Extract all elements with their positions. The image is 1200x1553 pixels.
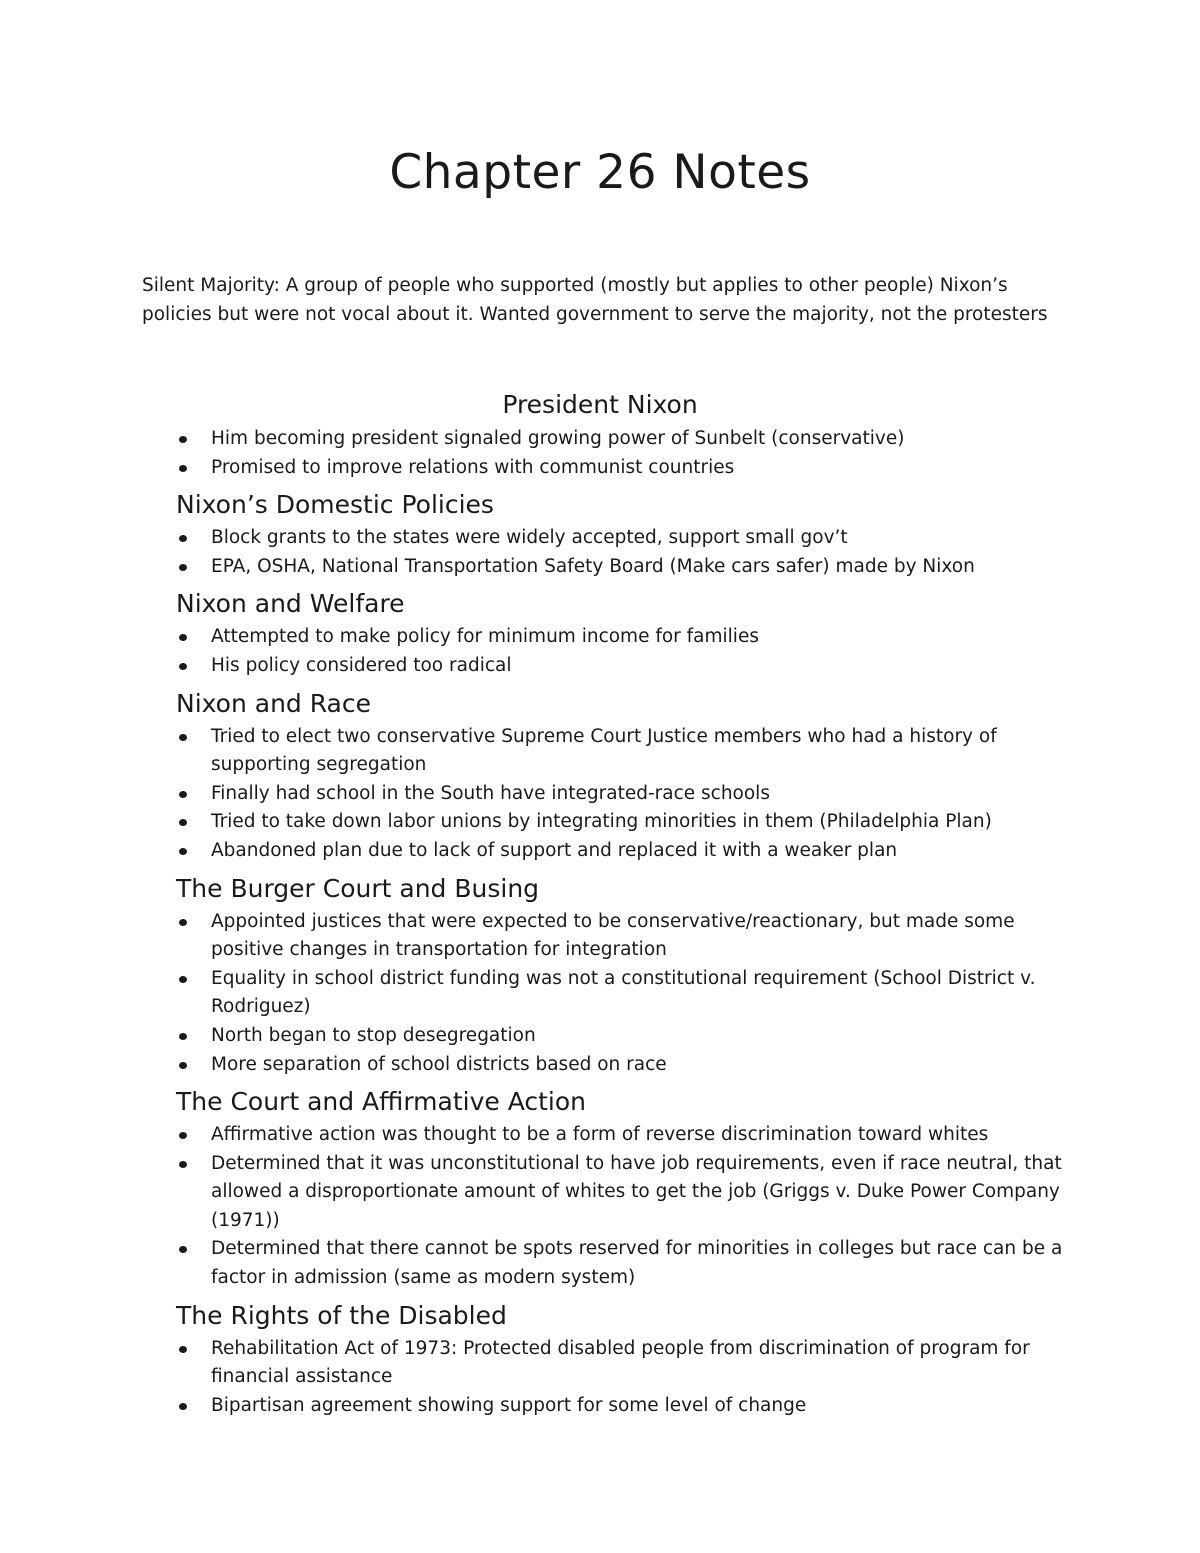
section-heading: Nixon’s Domestic Policies <box>176 490 494 520</box>
list-item <box>142 965 1071 1022</box>
bullet-icon <box>179 1403 187 1410</box>
list-item <box>142 425 1071 454</box>
bullet-icon <box>179 634 187 641</box>
list-item-text: His policy considered too radical <box>211 654 512 676</box>
bullet-list <box>142 425 1072 482</box>
bullet-icon <box>179 919 187 926</box>
notes-sections <box>142 425 1072 1424</box>
section-heading-president-nixon: President Nixon <box>502 390 698 419</box>
list-item-text: Block grants to the states were widely accepted, support small gov’t <box>211 527 848 549</box>
list-item-text: Promised to improve relations with communist countries <box>211 456 735 478</box>
bullet-icon <box>179 663 187 670</box>
list-item-text: EPA, OSHA, National Transportation Safety Board (Make cars safer) made by Nixon <box>211 555 975 577</box>
list-item-text: Affirmative action was thought to be a form of reverse discrimination toward whites <box>211 1124 989 1146</box>
notes-section <box>142 1083 1072 1293</box>
bullet-icon <box>179 791 187 798</box>
bullet-icon <box>179 1346 187 1353</box>
list-item <box>142 623 1071 652</box>
bullet-icon <box>179 1161 187 1168</box>
list-item-text: Tried to take down labor unions by integrating minorities in them (Philadelphia Plan) <box>211 811 992 833</box>
list-item-text: Appointed justices that were expected to be conservative/reactionary, but made some positive changes in transportation for integration <box>211 910 1015 961</box>
list-item-text: Attempted to make policy for minimum income for families <box>211 626 759 648</box>
notes-section <box>142 685 1072 866</box>
bullet-icon <box>179 564 187 571</box>
list-item-text: Finally had school in the South have integrated-race schools <box>211 782 770 804</box>
bullet-icon <box>179 1062 187 1069</box>
list-item <box>142 553 1071 582</box>
bullet-list <box>142 908 1072 1080</box>
bullet-icon <box>179 819 187 826</box>
bullet-list <box>142 623 1072 680</box>
list-item <box>142 1150 1071 1236</box>
list-item <box>142 1235 1071 1292</box>
notes-section <box>142 425 1072 482</box>
list-item <box>142 454 1071 483</box>
list-item <box>142 1022 1071 1051</box>
list-item <box>142 1392 1071 1421</box>
list-item <box>142 524 1071 553</box>
list-item <box>142 1335 1071 1392</box>
bullet-icon <box>179 436 187 443</box>
list-item-text: North began to stop desegregation <box>211 1024 536 1046</box>
notes-section <box>142 486 1072 581</box>
bullet-icon <box>179 1132 187 1139</box>
list-item-text: Him becoming president signaled growing power of Sunbelt (conservative) <box>211 428 905 449</box>
list-item-text: Equality in school district funding was not a constitutional requirement (School District v. Rodriguez) <box>211 967 1036 1018</box>
section-heading: The Court and Affirmative Action <box>176 1087 586 1117</box>
intro-paragraph: Silent Majority: A group of people who supported (mostly but applies to other people) Nixon’s policies but were not vocal about it. Wanted government to serve the majority, not the protesters <box>142 275 1048 325</box>
list-item <box>142 808 1071 837</box>
bullet-icon <box>179 848 187 855</box>
list-item-text: Abandoned plan due to lack of support and replaced it with a weaker plan <box>211 839 898 861</box>
bullet-list <box>142 1335 1072 1421</box>
list-item-text: More separation of school districts based on race <box>211 1053 667 1075</box>
list-item <box>142 1051 1071 1080</box>
bullet-list <box>142 1121 1072 1293</box>
section-heading: Nixon and Welfare <box>176 589 405 619</box>
notes-section <box>142 585 1072 680</box>
list-item-text: Determined that there cannot be spots reserved for minorities in colleges but race can be a factor in admission (same as modern system) <box>211 1238 1063 1289</box>
list-item-text: Rehabilitation Act of 1973: Protected disabled people from discrimination of program for financial assistance <box>211 1337 1030 1388</box>
list-item-text: Bipartisan agreement showing support for some level of change <box>211 1394 807 1416</box>
list-item <box>142 837 1071 866</box>
notes-section <box>142 870 1072 1080</box>
bullet-icon <box>179 465 187 472</box>
bullet-icon <box>179 1033 187 1040</box>
bullet-icon <box>179 734 187 741</box>
bullet-icon <box>179 1246 187 1253</box>
list-item <box>142 652 1071 681</box>
bullet-icon <box>179 535 187 542</box>
bullet-list <box>142 524 1072 581</box>
section-heading: Nixon and Race <box>176 688 372 718</box>
list-item <box>142 780 1071 809</box>
list-item-text: Tried to elect two conservative Supreme Court Justice members who had a history of supporting segregation <box>211 725 997 776</box>
section-heading: The Rights of the Disabled <box>176 1300 507 1330</box>
notes-section <box>142 1297 1072 1421</box>
bullet-list <box>142 723 1072 866</box>
list-item <box>142 723 1071 780</box>
page-title: Chapter 26 Notes <box>389 145 811 200</box>
list-item <box>142 1121 1071 1150</box>
section-heading: The Burger Court and Busing <box>176 873 540 903</box>
list-item-text: Determined that it was unconstitutional to have job requirements, even if race neutral, that allowed a disproportionate amount of whites to get the job (Griggs v. Duke Power Company (1971)) <box>211 1152 1062 1231</box>
list-item <box>142 908 1071 965</box>
bullet-icon <box>179 976 187 983</box>
